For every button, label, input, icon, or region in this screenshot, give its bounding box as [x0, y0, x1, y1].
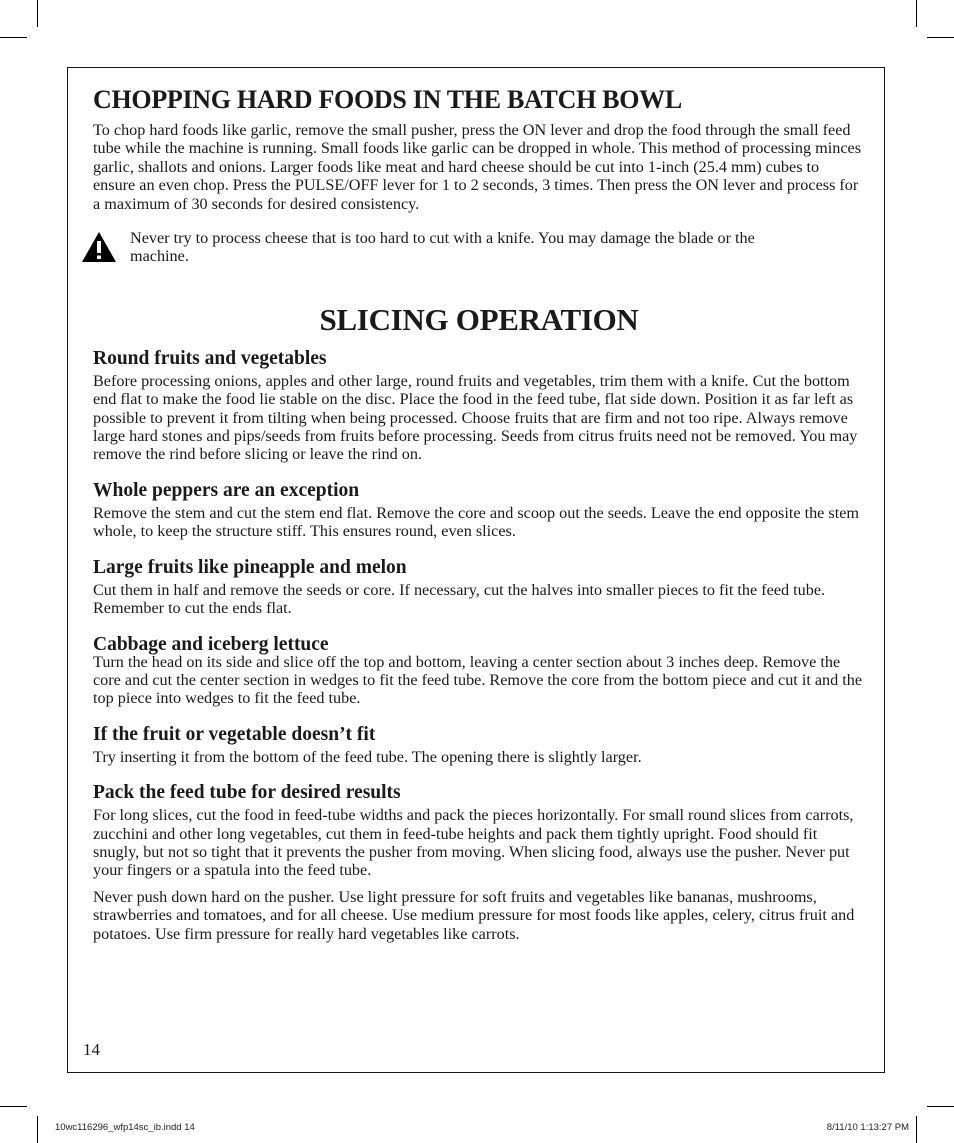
crop-mark	[37, 1116, 38, 1143]
subsection-text: Before processing onions, apples and other large, round fruits and vegetables, trim them with a knife. Cut the bottom end flat to make the food lie stable on the disc. Place the food in the feed tube, flat side down. Position it as far left as possible to prevent it from tilting when being processed. Choose fruits that are firm and not too ripe. Always remove large hard stones and pips/seeds from fruits before processing. Seeds from citrus fruits need not be removed. You may remove the rind before slicing or leave the rind on.	[93, 371, 858, 464]
subsection-pack-feed-tube	[93, 782, 865, 943]
crop-mark	[37, 0, 38, 27]
warning-note	[93, 229, 865, 266]
page-title-slicing: SLICING OPERATION	[319, 301, 639, 337]
subsection-heading: Pack the feed tube for desired results	[93, 782, 401, 804]
crop-mark	[927, 37, 954, 38]
slug-date: 8/11/10 1:13:27 PM	[826, 1122, 909, 1133]
subsection-heading: Round fruits and vegetables	[93, 347, 327, 369]
crop-mark	[0, 1106, 27, 1107]
subsection-text: Remove the stem and cut the stem end flat. Remove the core and scoop out the seeds. Leave the end opposite the stem whole, to keep the structure stiff. This ensures round, even slices.	[93, 503, 859, 541]
subsection-whole-peppers	[93, 480, 865, 541]
subsection-heading: Cabbage and iceberg lettuce	[93, 633, 329, 655]
crop-mark	[927, 1106, 954, 1107]
subsection-text: For long slices, cut the food in feed-tube widths and pack the pieces horizontally. For small round slices from carrots, zucchini and other long vegetables, cut them in feed-tube heights and pack them tightly upright. Food should fit snugly, but not so tight that it prevents the pusher from moving. When slicing food, always use the pusher. Never put your fingers or a spatula into the feed tube.	[93, 806, 854, 880]
warning-triangle-icon	[81, 231, 117, 263]
subsection-heading: Whole peppers are an exception	[93, 479, 360, 501]
subsection-text: Turn the head on its side and slice off the top and bottom, leaving a center section about 3 inches deep. Remove the core and cut the center section in wedges to fit the feed tube. Remove the core from the bottom piece and cut it and the top piece into wedges to fit the feed tube.	[93, 652, 863, 708]
subsection-cabbage	[93, 634, 865, 708]
subsection-text-2: Never push down hard on the pusher. Use light pressure for soft fruits and vegetables like bananas, mushrooms, strawberries and tomatoes, and for all cheese. Use medium pressure for most foods like apples, celery, citrus fruit and potatoes. Use firm pressure for really hard vegetables like carrots.	[93, 887, 855, 943]
slug-file: 10wc116296_wfp14sc_ib.indd 14	[55, 1122, 195, 1133]
warning-text: Never try to process cheese that is too hard to cut with a knife. You may damage the blade or the machine.	[130, 229, 755, 266]
subsection-heading: Large fruits like pineapple and melon	[93, 556, 407, 578]
page-content	[93, 85, 865, 959]
subsection-text: Cut them in half and remove the seeds or core. If necessary, cut the halves into smaller pieces to fit the feed tube. Remember to cut the ends flat.	[93, 580, 826, 618]
subsection-round-fruits	[93, 348, 865, 464]
subsection-text: Try inserting it from the bottom of the feed tube. The opening there is slightly larger.	[93, 747, 642, 766]
crop-mark	[916, 1116, 917, 1143]
section-title-chopping: CHOPPING HARD FOODS IN THE BATCH BOWL	[93, 85, 682, 114]
subsection-doesnt-fit	[93, 724, 865, 766]
chopping-body: To chop hard foods like garlic, remove the small pusher, press the ON lever and drop the food through the small feed tube while the machine is running. Small foods like garlic can be dropped in whole. This method of processing minces garlic, shallots and onions. Larger foods like meat and hard cheese should be cut into 1-inch (25.4 mm) cubes to ensure an even chop. Press the PULSE/OFF lever for 1 to 2 seconds, 3 times. Then press the ON lever and process for a maximum of 30 seconds for desired consistency.	[93, 121, 861, 213]
crop-mark	[916, 0, 917, 27]
subsection-heading: If the fruit or vegetable doesn’t fit	[93, 723, 376, 745]
page-number: 14	[83, 1040, 100, 1059]
subsection-large-fruits	[93, 557, 865, 618]
crop-mark	[0, 37, 27, 38]
